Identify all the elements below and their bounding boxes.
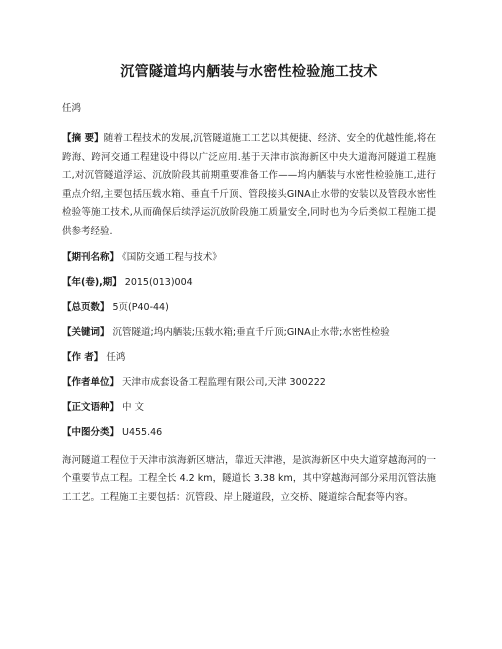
meta-journal-name	[62, 251, 436, 265]
meta-author	[62, 351, 436, 365]
meta-page-count	[62, 301, 436, 315]
meta-label: 【作者单位】	[62, 376, 120, 388]
meta-label: 【总页数】	[62, 301, 110, 313]
meta-language	[62, 401, 436, 415]
document-title: 沉管隧道坞内舾装与水密性检验施工技术	[120, 64, 378, 80]
abstract-section	[62, 130, 436, 242]
meta-value: 《国防交通工程与技术》	[122, 251, 222, 263]
meta-classification	[62, 426, 436, 440]
meta-keywords	[62, 326, 436, 340]
abstract-text: 随着工程技术的发展,沉管隧道施工工艺以其便捷、经济、安全的优越性能,将在跨海、跨河交通工程建设中得以广泛应用.基于天津市滨海新区中央大道海河隧道工程施工,对沉管隧道浮运、沉放阶段其前期重要准备工作——坞内舾装与水密性检验施工,进行重点介绍,主要包括压载水箱、垂直千斤顶、管段接头GINA止水带的安装以及管段水密性检验等施工技术,从而确保后续浮运沉放阶段施工质量安全,同时也为今后类似工程施工提供参考经验.	[62, 133, 436, 237]
meta-value: 中 文	[122, 401, 145, 413]
metadata-list	[62, 251, 436, 440]
meta-value: 天津市成套设备工程监理有限公司,天津 300222	[122, 376, 326, 388]
meta-label: 【正文语种】	[62, 401, 120, 413]
meta-value: 5页(P40-44)	[112, 301, 169, 313]
meta-author-affiliation	[62, 376, 436, 390]
meta-value: U455.46	[122, 426, 163, 438]
meta-label: 【期刊名称】	[62, 251, 120, 263]
meta-label: 【作 者】	[62, 351, 104, 363]
author-name: 任鸿	[62, 103, 82, 114]
meta-value: 任鸿	[106, 351, 126, 363]
abstract-label: 【摘 要】	[62, 133, 104, 144]
meta-value: 沉管隧道;坞内舾装;压载水箱;垂直千斤顶;GINA止水带;水密性检验	[112, 326, 390, 338]
meta-year-volume-issue	[62, 276, 436, 290]
meta-label: 【中图分类】	[62, 426, 120, 438]
meta-label: 【年(卷),期】	[62, 276, 122, 288]
body-paragraph: 海河隧道工程位于天津市滨海新区塘沽，靠近天津港，是滨海新区中央大道穿越海河的一个重要节点工程。工程全长 4.2 km，隧道长 3.38 km，其中穿越海河部分采用沉管法施工工艺。工程施工主要包括：沉管段、岸上隧道段，立交桥、隧道综合配套等内容。	[62, 454, 436, 503]
meta-label: 【关键词】	[62, 326, 110, 338]
meta-value: 2015(013)004	[124, 276, 193, 288]
